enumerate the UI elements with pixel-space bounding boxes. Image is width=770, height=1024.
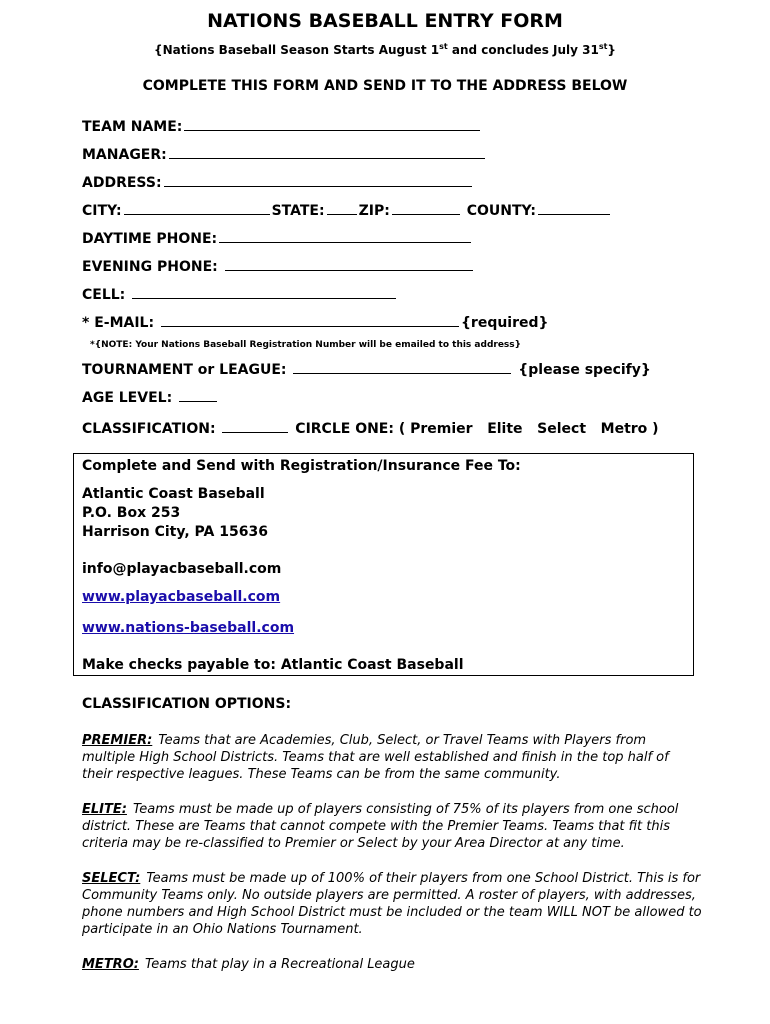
manager-label: MANAGER: (82, 147, 167, 163)
team-name-row (82, 116, 482, 135)
send-to-box (73, 453, 694, 676)
nations-link[interactable]: www.nations-baseball.com (82, 620, 295, 636)
address-field[interactable] (164, 172, 472, 187)
manager-field[interactable] (169, 144, 485, 159)
form-title: NATIONS BASEBALL ENTRY FORM (207, 10, 563, 32)
city-label: CITY: (82, 203, 122, 219)
age-level-row (82, 387, 219, 406)
po-box: P.O. Box 253 (82, 505, 181, 521)
state-label: STATE: (271, 203, 325, 219)
classification-field[interactable] (222, 418, 288, 433)
age-level-field[interactable] (179, 387, 217, 402)
checks-payable: Make checks payable to: Atlantic Coast Baseball (82, 657, 464, 673)
tournament-row (82, 359, 651, 378)
option-premier-label: PREMIER: (82, 733, 153, 748)
city-field[interactable] (124, 200, 270, 215)
option-select-text: Teams must be made up of 100% of their players from one School District. This is for Community Teams only. No outside players are permitted. A roster of players, with addresses, phone numbers and High School District must be included or the team WILL NOT be allowed to participate in an Ohio Nations Tournament. (82, 871, 702, 937)
team-name-label: TEAM NAME: (82, 119, 183, 135)
city-row (82, 200, 612, 219)
circle-one: CIRCLE ONE: ( Premier Elite Select Metro ) (295, 421, 659, 437)
county-field[interactable] (538, 200, 610, 215)
form-instruction: COMPLETE THIS FORM AND SEND IT TO THE ADDRESS BELOW (142, 78, 628, 94)
evening-phone-label: EVENING PHONE: (82, 259, 218, 275)
email-label: * E-MAIL: (82, 315, 155, 331)
option-select-label: SELECT: (82, 871, 141, 886)
option-metro-text: Teams that play in a Recreational League (144, 957, 415, 972)
evening-phone-field[interactable] (225, 256, 473, 271)
county-label: COUNTY: (466, 203, 537, 219)
daytime-phone-row (82, 228, 473, 247)
classification-label: CLASSIFICATION: (82, 421, 216, 437)
manager-row (82, 144, 487, 163)
daytime-phone-label: DAYTIME PHONE: (82, 231, 218, 247)
daytime-phone-field[interactable] (219, 228, 471, 243)
tournament-field[interactable] (293, 359, 511, 374)
age-level-label: AGE LEVEL: (82, 390, 173, 406)
email-row (82, 312, 549, 331)
option-metro (82, 956, 702, 973)
cell-label: CELL: (82, 287, 126, 303)
zip-label: ZIP: (358, 203, 390, 219)
evening-phone-row (82, 256, 475, 275)
send-heading: Complete and Send with Registration/Insurance Fee To: (82, 458, 521, 474)
playac-link[interactable]: www.playacbaseball.com (82, 589, 281, 605)
team-name-field[interactable] (184, 116, 480, 131)
cell-row (82, 284, 398, 303)
city-state-zip: Harrison City, PA 15636 (82, 524, 268, 540)
option-elite-label: ELITE: (82, 802, 127, 817)
email-field[interactable] (161, 312, 459, 327)
option-metro-label: METRO: (82, 957, 139, 972)
option-premier-text: Teams that are Academies, Club, Select, or Travel Teams with Players from multiple High School Districts. Teams that are well established and finish in the top half of their respective leagues. These Teams can be from the same community. (82, 733, 669, 782)
tournament-hint: {please specify} (518, 362, 651, 378)
option-premier (82, 732, 702, 783)
email-required: {required} (460, 315, 549, 331)
season-subtitle: {Nations Baseball Season Starts August 1st and concludes July 31st} (154, 42, 616, 57)
org-name: Atlantic Coast Baseball (82, 486, 265, 502)
options-title: CLASSIFICATION OPTIONS: (82, 696, 292, 712)
tournament-label: TOURNAMENT or LEAGUE: (82, 362, 287, 378)
classification-row (82, 418, 659, 437)
email-note: *{NOTE: Your Nations Baseball Registration Number will be emailed to this address} (90, 340, 522, 350)
address-label: ADDRESS: (82, 175, 162, 191)
zip-field[interactable] (392, 200, 460, 215)
contact-email: info@playacbaseball.com (82, 561, 282, 577)
option-select (82, 870, 702, 938)
state-field[interactable] (327, 200, 357, 215)
option-elite (82, 801, 702, 852)
cell-field[interactable] (132, 284, 396, 299)
option-elite-text: Teams must be made up of players consisting of 75% of its players from one school district. These are Teams that cannot compete with the Premier Teams. Teams that fit this criteria may be re-classified to Premier or Select by your Area Director at any time. (82, 802, 679, 851)
address-row (82, 172, 474, 191)
